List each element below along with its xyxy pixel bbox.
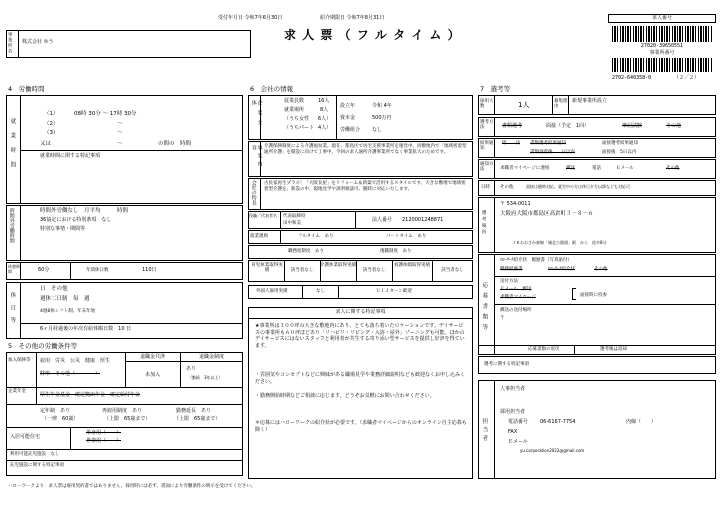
- emp-label: 企業全体: [250, 100, 263, 130]
- contact-title: 人事担当者: [500, 386, 526, 392]
- office-number: 2702-640358-0: [612, 75, 652, 81]
- childcare-leave-label: 育児休業取得実績: [251, 263, 283, 274]
- result-label: 結果通知: [480, 141, 494, 152]
- nurse-leave: 該当者なし: [441, 268, 464, 273]
- shift1-time: 08時 30分 〜 17時 30分: [74, 111, 137, 117]
- place-station: ＪＲおおさか東線「城北公園通」駅 から 徒歩8分: [512, 240, 607, 245]
- nurse-leave-label: 看護休暇取得実績: [394, 263, 430, 268]
- contact-name: 採用担当者: [500, 409, 526, 415]
- result-interview: 面接選考結果通知: [602, 141, 638, 146]
- reason-label: 募集理由: [554, 99, 568, 110]
- doc-referral: ﾊﾛｰﾜｰｸ紹介状 履歴書（写真貼付）: [500, 258, 572, 263]
- method-label: 選考方法: [480, 120, 494, 131]
- result-docs-days: 書類到着後 日以内: [530, 150, 575, 155]
- retirement-detail: （勤続 3年以上）: [188, 375, 223, 380]
- shift-note-label: 就業時間に関する特記事項: [40, 153, 101, 159]
- page-title: 求 人 票 （ フ ル タ イ ム ）: [284, 28, 461, 42]
- rep-name: 田中和美: [283, 221, 301, 226]
- emp-part: 4人）: [318, 125, 332, 131]
- method-other: その他: [666, 123, 682, 129]
- retire-age: 定年制 あり: [40, 408, 71, 414]
- office-number-label: 事業所番号: [649, 50, 675, 56]
- overtime-agreement: 36協定における特別条項 なし: [40, 217, 112, 223]
- corp-no-label: 法人番号: [372, 217, 393, 223]
- send-email-mail: Ｅメール 郵送: [500, 287, 532, 292]
- tel-value: 06-6167-7754: [540, 419, 576, 425]
- notify-mypage: 求職者マイページに連絡: [500, 166, 550, 171]
- section-7-title: 7 選考等: [480, 85, 511, 93]
- shift3-no: （3）: [44, 130, 59, 136]
- retirement-label: 退職金制度: [198, 354, 224, 360]
- emp-total-label: 従業員数: [284, 98, 305, 104]
- housing-family: 世帯用（ ）: [86, 438, 122, 444]
- special-notes-p2: ・雰囲気やコンセプトなどに興味がある職場見学や業務詳細説明なども歓迎なくお申し込みください。: [255, 372, 466, 385]
- special-notes-p1: ★事業所は３００坪の大きな敷地内にあり、とても落ち着いたロケーションです。デイサービスの事業所も６０坪ほどあり「リハビリ・リビング・入浴・屋外」ゾーニングも可能。ほかのデイサービスにはないスタッフと利用者が共生する寄り添い型サービスを提供し好評を得ています。: [255, 323, 465, 349]
- union-label: 労働組合: [340, 127, 361, 133]
- reason-value: 新規事業所設立: [572, 98, 608, 104]
- return-docs-value: 選考後は返却: [600, 347, 627, 352]
- mail-to-zip: 〒: [500, 316, 505, 321]
- shift1-no: （1）: [44, 111, 59, 117]
- holiday-3: 4週8休シフト制、年末年始: [40, 309, 96, 314]
- rep-title: 代表取締役: [283, 214, 306, 219]
- doc-career: 職務経歴書: [500, 267, 523, 272]
- founded-label: 設立年: [340, 103, 356, 109]
- doc-other: その他: [594, 267, 608, 272]
- housing-label: 入居可能住宅: [10, 434, 41, 440]
- holiday-4: 6ヶ月経過後の年次有給休暇日数 10 日: [40, 326, 132, 332]
- special-notes-p3: ・勤務開始時期などご相談に応じます。どうぞお気軽にお問い合わせください。: [255, 393, 435, 399]
- holiday-1: 日 その他: [40, 286, 68, 292]
- feature-text: 古民家再生プラス！「大阪長屋」をリフォーム＆新築で活用するスタイルです。大きな敷地で地域密着型介護を、新設の中、現地見学や説明相談可。随時に対応いたします。: [264, 181, 466, 192]
- capital: 500万円: [372, 115, 392, 121]
- insurance-label: 加入保険等: [8, 358, 31, 363]
- shift-or-prefix: 又は: [40, 141, 52, 147]
- doc-referral-strike: ﾊﾛｰﾜｰｸ紹介状: [548, 267, 575, 272]
- email-value: yu.corporation2022@gmail.com: [520, 448, 585, 453]
- section-6-title: 6 会社の情報: [250, 85, 294, 93]
- shift-label: 就業時間: [9, 118, 16, 176]
- shift2-time: 〜: [117, 121, 123, 127]
- rules-part: パートタイム あり: [386, 234, 427, 239]
- tel-label: 電話番号: [508, 419, 529, 425]
- childcare-note: 託児施設に関する特記事項: [10, 463, 64, 468]
- send-label: 送付方法: [500, 279, 518, 284]
- childcare-leave: 該当者なし: [290, 268, 314, 273]
- rules-full: フルタイム あり: [298, 234, 334, 239]
- founded: 令和 4年: [372, 103, 392, 109]
- housing-single: 単身用（ ）: [86, 430, 122, 436]
- email-label: Ｅメール: [508, 439, 528, 445]
- feature-label: 会社の特長: [250, 180, 257, 205]
- method-written: 筆記試験: [622, 123, 643, 129]
- holidays-label: 休日等: [9, 292, 16, 330]
- fax-label: FAX: [508, 429, 518, 435]
- annual-holidays-value: 110日: [142, 267, 157, 273]
- holiday-2: 週休二日制 毎 週: [40, 296, 90, 302]
- break-value: 60分: [38, 267, 50, 273]
- retire-age-detail: （一律 60歳）: [42, 416, 79, 422]
- date-label: 日時: [481, 185, 490, 190]
- overtime-label: 時間外労働時間: [8, 208, 15, 243]
- rehire-system: 復職制度 あり: [380, 249, 412, 254]
- care-leave: 該当者なし: [362, 268, 386, 273]
- docs-label: 応募書類等: [481, 282, 488, 335]
- received-date: 受付年月日 令和7年6月30日: [218, 15, 283, 21]
- pension-label: 企業年金: [8, 389, 26, 394]
- barcode-image-2: [612, 58, 712, 72]
- result-interview-days: 面接後 5日以内: [602, 150, 637, 155]
- notify-other: その他: [666, 166, 680, 171]
- biz-label: 事業内容: [250, 145, 263, 169]
- send-bring: 面接時に持参: [580, 293, 607, 298]
- job-grade-system: 職務給制度 あり: [288, 249, 324, 254]
- uij-welcome: ＵＩＪターン歓迎: [376, 289, 412, 294]
- employer-name: 株式会社 ゆう: [22, 39, 54, 45]
- page-indicator: （２／２）: [674, 75, 700, 81]
- ext-label: 内線（ ）: [626, 419, 657, 425]
- biz-text: 介護保険制度による介護福祉業。現在、都島区で居宅支援事業所を運営中。同敷地内で「地域密着型通所介護」を開設に向けて工事中。今回の求人通所介護事業所でなく事業拡大のためです。: [264, 144, 467, 155]
- send-mypage: 求職者マイページ: [500, 295, 536, 300]
- method-interview: 面接（予定 1回）: [546, 123, 590, 129]
- pension-value: 厚生年金基金 確定拠出年金 確定給付年金: [40, 392, 141, 398]
- notify-phone: 電話: [592, 166, 601, 171]
- referral-deadline: 紹介期限日 令和7年8月31日: [320, 15, 385, 21]
- overtime-special: 特別な事情・期間等: [40, 226, 86, 232]
- insurance-other: 財形 その他（ ）: [40, 371, 101, 377]
- union: なし: [372, 127, 383, 133]
- result-immediate: 即 決: [502, 141, 520, 146]
- care-leave-label: 介護休業取得実績: [320, 263, 356, 268]
- shift3-time: 〜: [117, 130, 123, 136]
- rules-label: 就業規則: [250, 234, 268, 239]
- annual-holidays-label: 年間休日数: [86, 268, 109, 273]
- emp-female-label: （うち女性: [284, 116, 310, 122]
- rep-label: 役職／代表者名: [249, 213, 277, 218]
- employer-label: 事業所名: [7, 32, 13, 54]
- shift-or-suffix: の間の 時間: [158, 141, 192, 147]
- place-zip: 〒 534-0011: [500, 201, 531, 207]
- emp-work-label: 就業場所: [284, 107, 305, 113]
- hire-count: 1人: [518, 101, 530, 109]
- insurance-list: 雇用 労災 公災 健康 厚生: [40, 358, 111, 364]
- overtime-value: 時間外労働なし 月平均 時間: [40, 208, 129, 214]
- barcode-image: [612, 26, 712, 42]
- method-docs: 書類選考: [502, 123, 523, 129]
- return-docs-label: 応募書類の返戻: [528, 347, 560, 352]
- emp-total: 16人: [318, 98, 330, 104]
- mail-to-label: 郵送の送付場所: [500, 308, 532, 313]
- footer-note: ハローワークより：求人票は雇用契約書ではありません。採用時には必ず、書面により労働条件の明示を受けてください。: [8, 484, 256, 489]
- notify-mail: 郵送: [566, 166, 575, 171]
- date-value: その他: [500, 185, 514, 190]
- extension-detail: （上限 65歳まで）: [174, 416, 221, 422]
- section-4-title: 4 労働時間: [8, 85, 45, 93]
- notify-label: 通知方法: [480, 162, 494, 173]
- emp-part-label: （うちパート: [284, 125, 315, 131]
- mutual-aid-value: 未加入: [144, 372, 160, 378]
- job-number: 27020-39650551: [640, 43, 684, 49]
- corp-no: 2120001248871: [402, 217, 444, 223]
- selection-note-label: 選考に関する特記事項: [484, 362, 529, 367]
- foreign-label: 外国人雇用実績: [256, 289, 288, 294]
- result-docs: 書類選考結果通知: [530, 141, 566, 146]
- section-5-title: 5 その他の労働条件等: [8, 342, 78, 350]
- extension: 勤務延長 あり: [176, 408, 212, 414]
- contact-label: 担当者: [481, 418, 488, 444]
- break-label: 休憩時間: [8, 264, 20, 274]
- mutual-aid-label: 退職金共済: [139, 354, 165, 360]
- shift-or-time: 〜: [117, 141, 123, 147]
- special-notes-p4: ＊応募にはハローワークの紹介状が必要です。（求職者マイページからのオンライン自主応募も除く）: [255, 420, 467, 433]
- childcare-value: 利用可能託児施設 なし: [10, 452, 60, 457]
- notify-email: Ｅメール: [616, 166, 634, 171]
- reemploy-detail: （上限 65歳まで）: [104, 416, 151, 422]
- capital-label: 資本金: [340, 115, 356, 121]
- date-note: 面接は随時対応。就労中の方は休日夕方以降なども対応可: [526, 184, 630, 189]
- retirement-value: あり: [186, 366, 197, 372]
- shift2-no: （2）: [44, 121, 59, 127]
- job-number-label: 求人番号: [651, 15, 672, 21]
- hire-label: 採用人数: [480, 99, 494, 110]
- place-address: 大阪府大阪市都島区高倉町３－８－６: [500, 211, 594, 217]
- emp-female: 6人）: [318, 116, 332, 122]
- foreign-value: なし: [316, 289, 325, 294]
- reemploy: 再雇用制度 あり: [102, 408, 143, 414]
- emp-work: 8人: [320, 107, 329, 113]
- special-notes-title: 求人に関する特記事項: [335, 309, 386, 315]
- place-label: 選考場所: [481, 210, 487, 236]
